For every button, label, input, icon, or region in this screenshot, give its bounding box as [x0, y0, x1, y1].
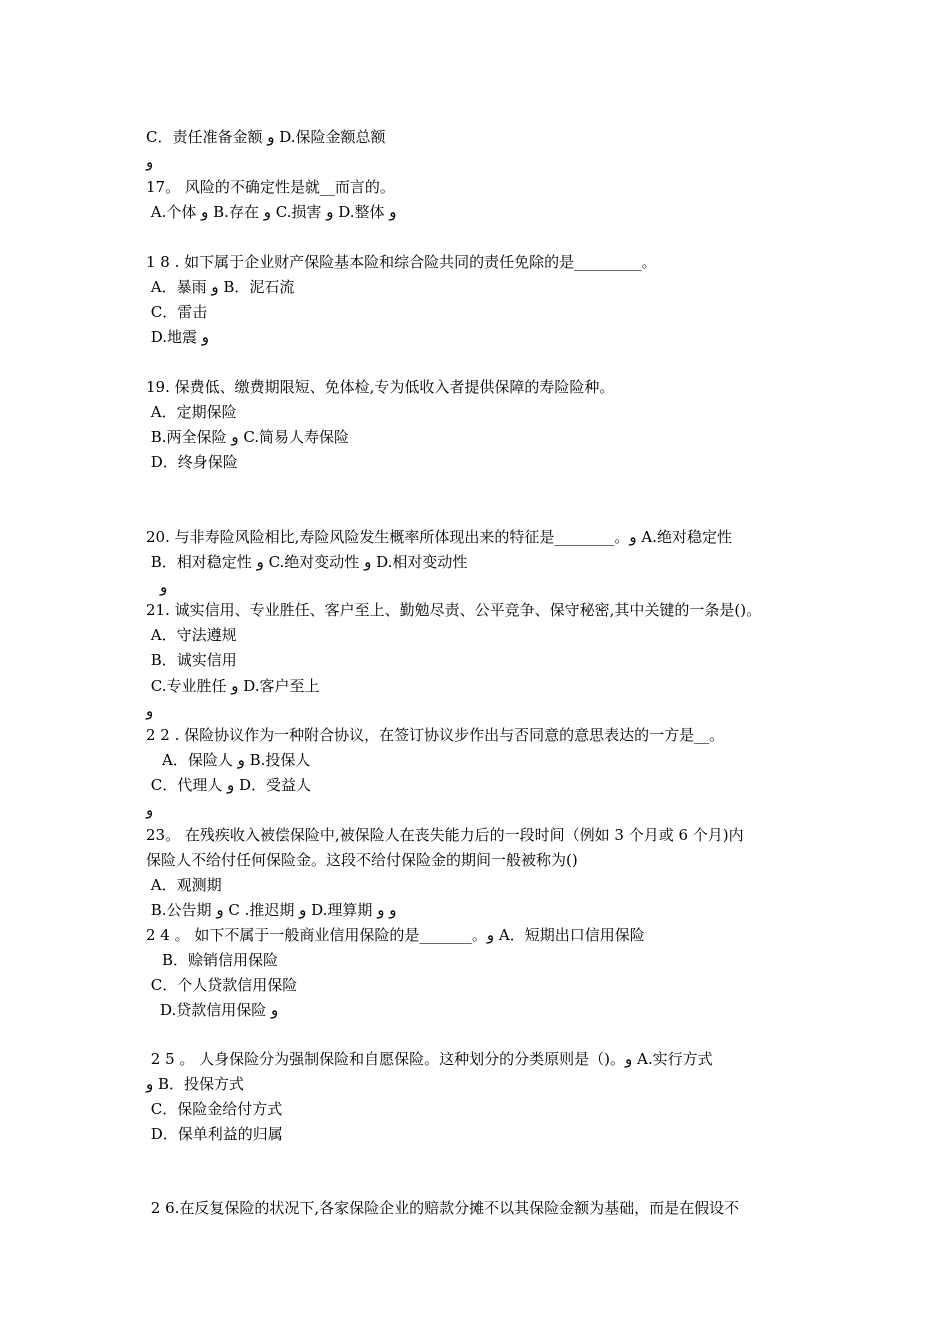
text-line: A．观测期	[146, 876, 222, 894]
text-line: B．诚实信用	[146, 651, 237, 669]
text-line: C.专业胜任 و D.客户至上	[146, 677, 320, 695]
text-line: 保险人不给付任何保险金。这段不给付保险金的期间一般被称为()	[146, 851, 578, 869]
text-line: D.贷款信用保险 و	[160, 1001, 279, 1019]
text-line: 2 4 。 如下不属于一般商业信用保险的是_______。و A．短期出口信用保险	[146, 926, 645, 944]
text-line: 1 8 . 如下属于企业财产保险基本险和综合险共同的责任免除的是_________。	[146, 253, 657, 271]
text-line: A.个体 و B.存在 و C.损害 و D.整体 و	[146, 203, 397, 221]
text-line: و	[146, 153, 154, 171]
text-line: 21. 诚实信用、专业胜任、客户至上、勤勉尽责、公平竞争、保守秘密,其中关键的一条是()。	[146, 601, 762, 619]
text-line: D.地震 و	[146, 328, 210, 346]
text-line: و	[160, 578, 168, 596]
text-line: و	[146, 801, 154, 819]
text-line: C．代理人 و D．受益人	[146, 776, 312, 794]
text-line: B．赊销信用保险	[162, 951, 279, 969]
text-line: 17。 风险的不确定性是就__而言的。	[146, 178, 395, 196]
text-line: A．定期保险	[146, 403, 237, 421]
text-line: A．保险人 و B.投保人	[162, 751, 311, 769]
text-line: 19. 保费低、缴费期限短、免体检,专为低收入者提供保障的寿险险种。	[146, 378, 615, 396]
text-line: 2 6.在反复保险的状况下,各家保险企业的赔款分摊不以其保险金额为基础，而是在假设不	[146, 1199, 740, 1217]
text-line: B.公告期 و C .推迟期 و D.理算期 و و	[146, 901, 397, 919]
text-line: A．守法遵规	[146, 626, 237, 644]
text-line: و	[146, 702, 154, 720]
text-line: D．保单利益的归属	[146, 1125, 283, 1143]
text-line: B．相对稳定性 و C.绝对变动性 و D.相对变动性	[146, 553, 468, 571]
text-line: C．个人贷款信用保险	[146, 976, 298, 994]
text-line: 20. 与非寿险风险相比,寿险风险发生概率所体现出来的特征是________。و A.绝对稳定性	[146, 528, 733, 546]
text-line: و B．投保方式	[146, 1075, 245, 1093]
text-line: A．暴雨 و B．泥石流	[146, 278, 295, 296]
text-line: 2 5 。 人身保险分为强制保险和自愿保险。这种划分的分类原则是（)。و A.实行方式	[146, 1050, 713, 1068]
text-line: C．雷击	[146, 303, 208, 321]
text-line: C．责任准备金额 و D.保险金额总额	[146, 128, 386, 146]
text-line: 2 2 . 保险协议作为一种附合协议，在签订协议步作出与否同意的意思表达的一方是__。	[146, 726, 725, 744]
text-line: 23。 在残疾收入被偿保险中,被保险人在丧失能力后的一段时间（例如 3 个月或 6 个月)内	[146, 826, 744, 844]
text-line: B.两全保险 و C.简易人寿保险	[146, 428, 350, 446]
text-line: D．终身保险	[146, 453, 238, 471]
text-line: C．保险金给付方式	[146, 1100, 283, 1118]
